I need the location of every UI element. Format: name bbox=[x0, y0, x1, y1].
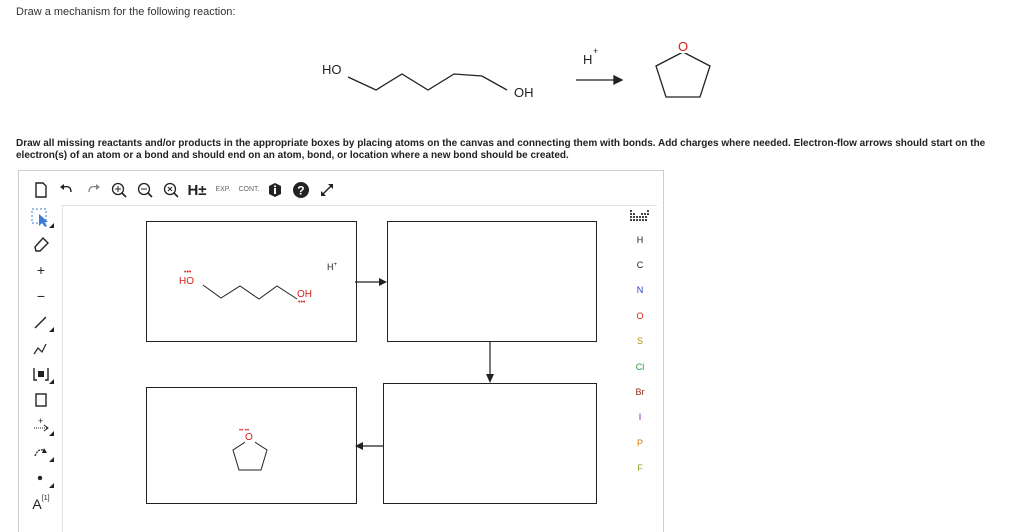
svg-text:+: + bbox=[38, 416, 44, 426]
product-oxygen-label: O bbox=[678, 39, 689, 54]
element-c-button[interactable]: C bbox=[636, 260, 644, 271]
element-s-button[interactable]: S bbox=[636, 336, 643, 347]
question-title: Draw a mechanism for the following reaction: bbox=[16, 6, 236, 18]
element-p-button[interactable]: P bbox=[636, 437, 643, 448]
element-o-button[interactable]: O bbox=[636, 310, 644, 321]
single-bond-icon[interactable] bbox=[26, 309, 56, 335]
reagent-charge: + bbox=[593, 46, 599, 56]
lone-pair-icon[interactable] bbox=[26, 465, 56, 491]
zoom-in-icon[interactable] bbox=[106, 178, 132, 202]
help-icon[interactable] bbox=[288, 178, 314, 202]
zoom-reset-icon[interactable] bbox=[158, 178, 184, 202]
undo-icon[interactable] bbox=[54, 178, 80, 202]
box4-o-lone-pairs: •• •• bbox=[239, 428, 250, 434]
new-document-icon[interactable] bbox=[28, 178, 54, 202]
top-toolbar bbox=[28, 178, 340, 202]
box1-oh-lone-pairs: ••• bbox=[298, 299, 306, 306]
reactant-ho-label: HO bbox=[322, 62, 342, 77]
instructions: Draw all missing reactants and/or products in the appropriate boxes by placing atoms on the canvas and connecting them with bonds. Add charges where needed. Electron-flow arrows should start on the electron(s) of an atom or a bond and should end on an atom, bond, or location where a new bond should be created. bbox=[16, 138, 986, 161]
eraser-icon[interactable] bbox=[26, 231, 56, 257]
drawing-canvas[interactable] bbox=[62, 205, 657, 532]
template-tool-icon[interactable] bbox=[26, 361, 56, 387]
zoom-out-icon[interactable] bbox=[132, 178, 158, 202]
increase-charge-icon[interactable]: + bbox=[36, 262, 46, 278]
reaction-arrow-head bbox=[614, 76, 622, 84]
element-f-button[interactable]: F bbox=[637, 463, 643, 474]
reagent-h-label: H bbox=[583, 52, 593, 67]
element-cl-button[interactable]: Cl bbox=[635, 361, 645, 372]
expand-icon[interactable] bbox=[210, 178, 236, 202]
box1-reagent: H+ bbox=[327, 262, 338, 272]
product-ring bbox=[656, 52, 710, 97]
reaction-scheme bbox=[300, 36, 740, 116]
contract-label: CONT. bbox=[238, 186, 260, 193]
element-br-button[interactable]: Br bbox=[635, 387, 645, 398]
left-toolbar bbox=[26, 205, 56, 517]
box4-o-label: O bbox=[245, 432, 253, 443]
fullscreen-icon[interactable] bbox=[314, 178, 340, 202]
box-connectors bbox=[63, 206, 657, 532]
contract-icon[interactable] bbox=[236, 178, 262, 202]
box1-ho-label: HO bbox=[179, 276, 194, 287]
reactant-chain bbox=[348, 74, 507, 90]
electron-tool-icon[interactable] bbox=[26, 413, 56, 439]
decrease-charge-icon[interactable]: − bbox=[36, 288, 46, 304]
box1-ho-lone-pairs: ••• bbox=[184, 269, 192, 276]
info-icon[interactable] bbox=[262, 178, 288, 202]
element-h-button[interactable]: H bbox=[636, 234, 644, 245]
svg-text:?: ? bbox=[297, 183, 305, 198]
expand-label: EXP. bbox=[215, 186, 231, 193]
box1-oh-label: OH bbox=[297, 289, 312, 300]
element-i-button[interactable]: I bbox=[638, 412, 642, 423]
select-tool-icon[interactable] bbox=[26, 205, 56, 231]
atom-map-sup: [1] bbox=[41, 494, 50, 502]
atom-map-label: A bbox=[32, 496, 42, 512]
explicit-hydrogens-icon[interactable]: H± bbox=[187, 181, 207, 199]
element-n-button[interactable]: N bbox=[636, 285, 644, 296]
atom-map-icon[interactable] bbox=[26, 491, 56, 517]
curved-arrow-icon[interactable] bbox=[26, 439, 56, 465]
redo-icon[interactable] bbox=[80, 178, 106, 202]
chain-tool-icon[interactable] bbox=[26, 335, 56, 361]
reactant-oh-label: OH bbox=[514, 85, 534, 100]
rectangle-tool-icon[interactable] bbox=[26, 387, 56, 413]
periodic-table-icon[interactable] bbox=[624, 205, 656, 227]
periodic-table-column bbox=[624, 205, 656, 481]
